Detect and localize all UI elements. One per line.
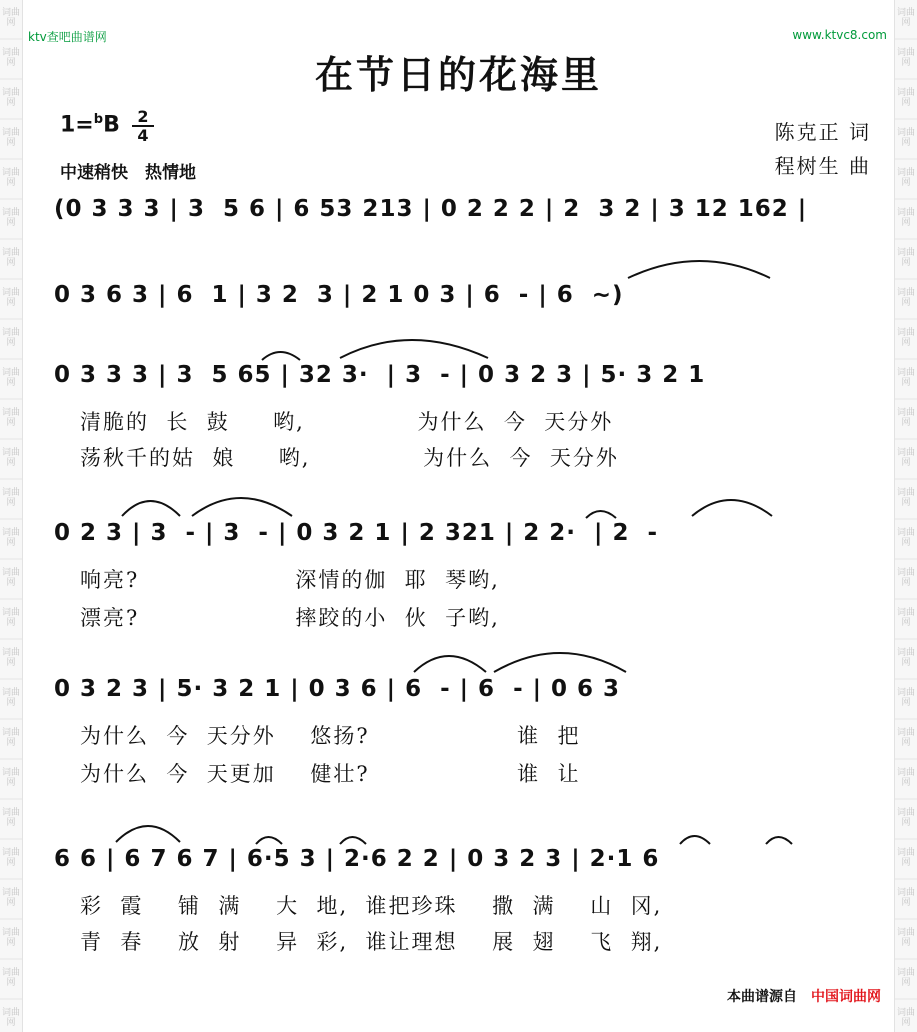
notation-line: (0 3 3 3 | 3 5 6 | 6 53 213 | 0 2 2 2 | 2 3 2 | 3 12 162 |: [54, 196, 808, 222]
strip-watermark-text: 词曲网: [2, 688, 21, 708]
source-credit: [727, 986, 881, 1006]
strip-watermark-text: 词曲网: [2, 608, 21, 628]
source-label: 本曲谱源自: [727, 989, 797, 1005]
strip-watermark-text: 词曲网: [897, 688, 916, 708]
lyric-verse-2: 荡秋千的姑 娘 哟, 为什么 今 天分外: [80, 446, 619, 470]
strip-watermark-text: 词曲网: [897, 208, 916, 228]
strip-watermark-text: 词曲网: [897, 528, 916, 548]
strip-watermark-text: 词曲网: [2, 128, 21, 148]
strip-watermark-text: 词曲网: [897, 648, 916, 668]
song-title: 在节日的花海里: [314, 52, 602, 97]
key-note: B: [103, 112, 120, 138]
strip-watermark-text: 词曲网: [897, 888, 916, 908]
strip-watermark-text: 词曲网: [897, 488, 916, 508]
strip-watermark-text: 词曲网: [2, 448, 21, 468]
strip-watermark-text: 词曲网: [2, 928, 21, 948]
strip-watermark-text: 词曲网: [2, 248, 21, 268]
lyric-verse-1: 响亮? 深情的伽 耶 琴哟,: [80, 568, 500, 592]
lyric-verse-1: 彩 霞 铺 满 大 地, 谁把珍珠 撒 满 山 冈,: [80, 894, 663, 918]
strip-watermark-text: 词曲网: [2, 288, 21, 308]
strip-watermark-text: 词曲网: [897, 368, 916, 388]
strip-watermark-text: 词曲网: [897, 328, 916, 348]
lyric-verse-2: 漂亮? 摔跤的小 伙 子哟,: [80, 606, 500, 630]
composer-credit: 程树生 曲: [774, 154, 871, 178]
strip-watermark-text: 词曲网: [2, 1008, 21, 1028]
watermark-right: www.ktvc8.com: [792, 28, 887, 42]
strip-watermark-text: 词曲网: [897, 848, 916, 868]
time-signature: [132, 108, 154, 144]
strip-watermark-text: 词曲网: [2, 328, 21, 348]
tempo-marking: 中速稍快 热情地: [60, 163, 196, 183]
strip-watermark-text: 词曲网: [2, 808, 21, 828]
strip-watermark-text: 词曲网: [2, 568, 21, 588]
strip-watermark-text: 词曲网: [897, 808, 916, 828]
strip-watermark-text: 词曲网: [897, 608, 916, 628]
strip-watermark-text: 词曲网: [2, 728, 21, 748]
strip-watermark-text: 词曲网: [897, 568, 916, 588]
source-brand-link[interactable]: 中国词曲网: [811, 989, 881, 1005]
strip-watermark-text: 词曲网: [897, 1008, 916, 1028]
strip-watermark-text: 词曲网: [897, 448, 916, 468]
strip-watermark-text: 词曲网: [2, 408, 21, 428]
notation-line: 0 3 2 3 | 5· 3 2 1 | 0 3 6 | 6 - | 6 - | 0 6 3: [54, 676, 621, 702]
lyric-verse-2: 为什么 今 天更加 健壮? 谁 让: [80, 762, 581, 786]
strip-watermark-text: 词曲网: [2, 488, 21, 508]
strip-watermark-text: 词曲网: [897, 248, 916, 268]
lyric-verse-1: 清脆的 长 鼓 哟, 为什么 今 天分外: [80, 410, 614, 434]
notation-line: 6 6 | 6 7 6 7 | 6·5 3 | 2·6 2 2 | 0 3 2 3 | 2·1 6: [54, 846, 660, 872]
notation-line: 0 2 3 | 3 - | 3 - | 0 3 2 1 | 2 321 | 2 2· | 2 -: [54, 520, 659, 546]
strip-watermark-text: 词曲网: [897, 928, 916, 948]
strip-watermark-text: 词曲网: [897, 728, 916, 748]
strip-watermark-text: 词曲网: [2, 168, 21, 188]
strip-watermark-text: 词曲网: [897, 48, 916, 68]
strip-watermark-text: 词曲网: [2, 768, 21, 788]
strip-watermark-text: 词曲网: [897, 768, 916, 788]
strip-watermark-text: 词曲网: [2, 968, 21, 988]
strip-watermark-text: 词曲网: [897, 128, 916, 148]
strip-watermark-text: 词曲网: [2, 648, 21, 668]
notation-line: 0 3 6 3 | 6 1 | 3 2 3 | 2 1 0 3 | 6 - | 6 ~): [54, 282, 624, 308]
meter-bottom: 4: [137, 126, 149, 145]
notation-line: 0 3 3 3 | 3 5 65 | 32 3· | 3 - | 0 3 2 3 | 5· 3 2 1: [54, 362, 706, 388]
strip-watermark-text: 词曲网: [897, 288, 916, 308]
strip-watermark-text: 词曲网: [2, 208, 21, 228]
flat-sign: b: [93, 112, 104, 127]
strip-watermark-text: 词曲网: [2, 528, 21, 548]
strip-watermark-text: 词曲网: [897, 968, 916, 988]
strip-watermark-text: 词曲网: [2, 368, 21, 388]
key-prefix: 1=: [60, 112, 94, 138]
strip-watermark-text: 词曲网: [2, 88, 21, 108]
strip-watermark-text: 词曲网: [2, 48, 21, 68]
key-signature: [60, 112, 120, 137]
watermark-left: ktv查吧曲谱网: [28, 30, 107, 44]
lyric-verse-2: 青 春 放 射 异 彩, 谁让理想 展 翅 飞 翔,: [80, 930, 663, 954]
meter-top: 2: [132, 108, 154, 127]
strip-watermark-text: 词曲网: [897, 88, 916, 108]
tie-arc: [0, 282, 917, 342]
lyric-verse-1: 为什么 今 天分外 悠扬? 谁 把: [80, 724, 581, 748]
strip-watermark-text: 词曲网: [897, 8, 916, 28]
strip-watermark-text: 词曲网: [2, 848, 21, 868]
strip-watermark-text: 词曲网: [2, 8, 21, 28]
strip-watermark-text: 词曲网: [2, 888, 21, 908]
strip-watermark-text: 词曲网: [897, 408, 916, 428]
strip-watermark-text: 词曲网: [897, 168, 916, 188]
lyricist-credit: 陈克正 词: [774, 120, 871, 144]
